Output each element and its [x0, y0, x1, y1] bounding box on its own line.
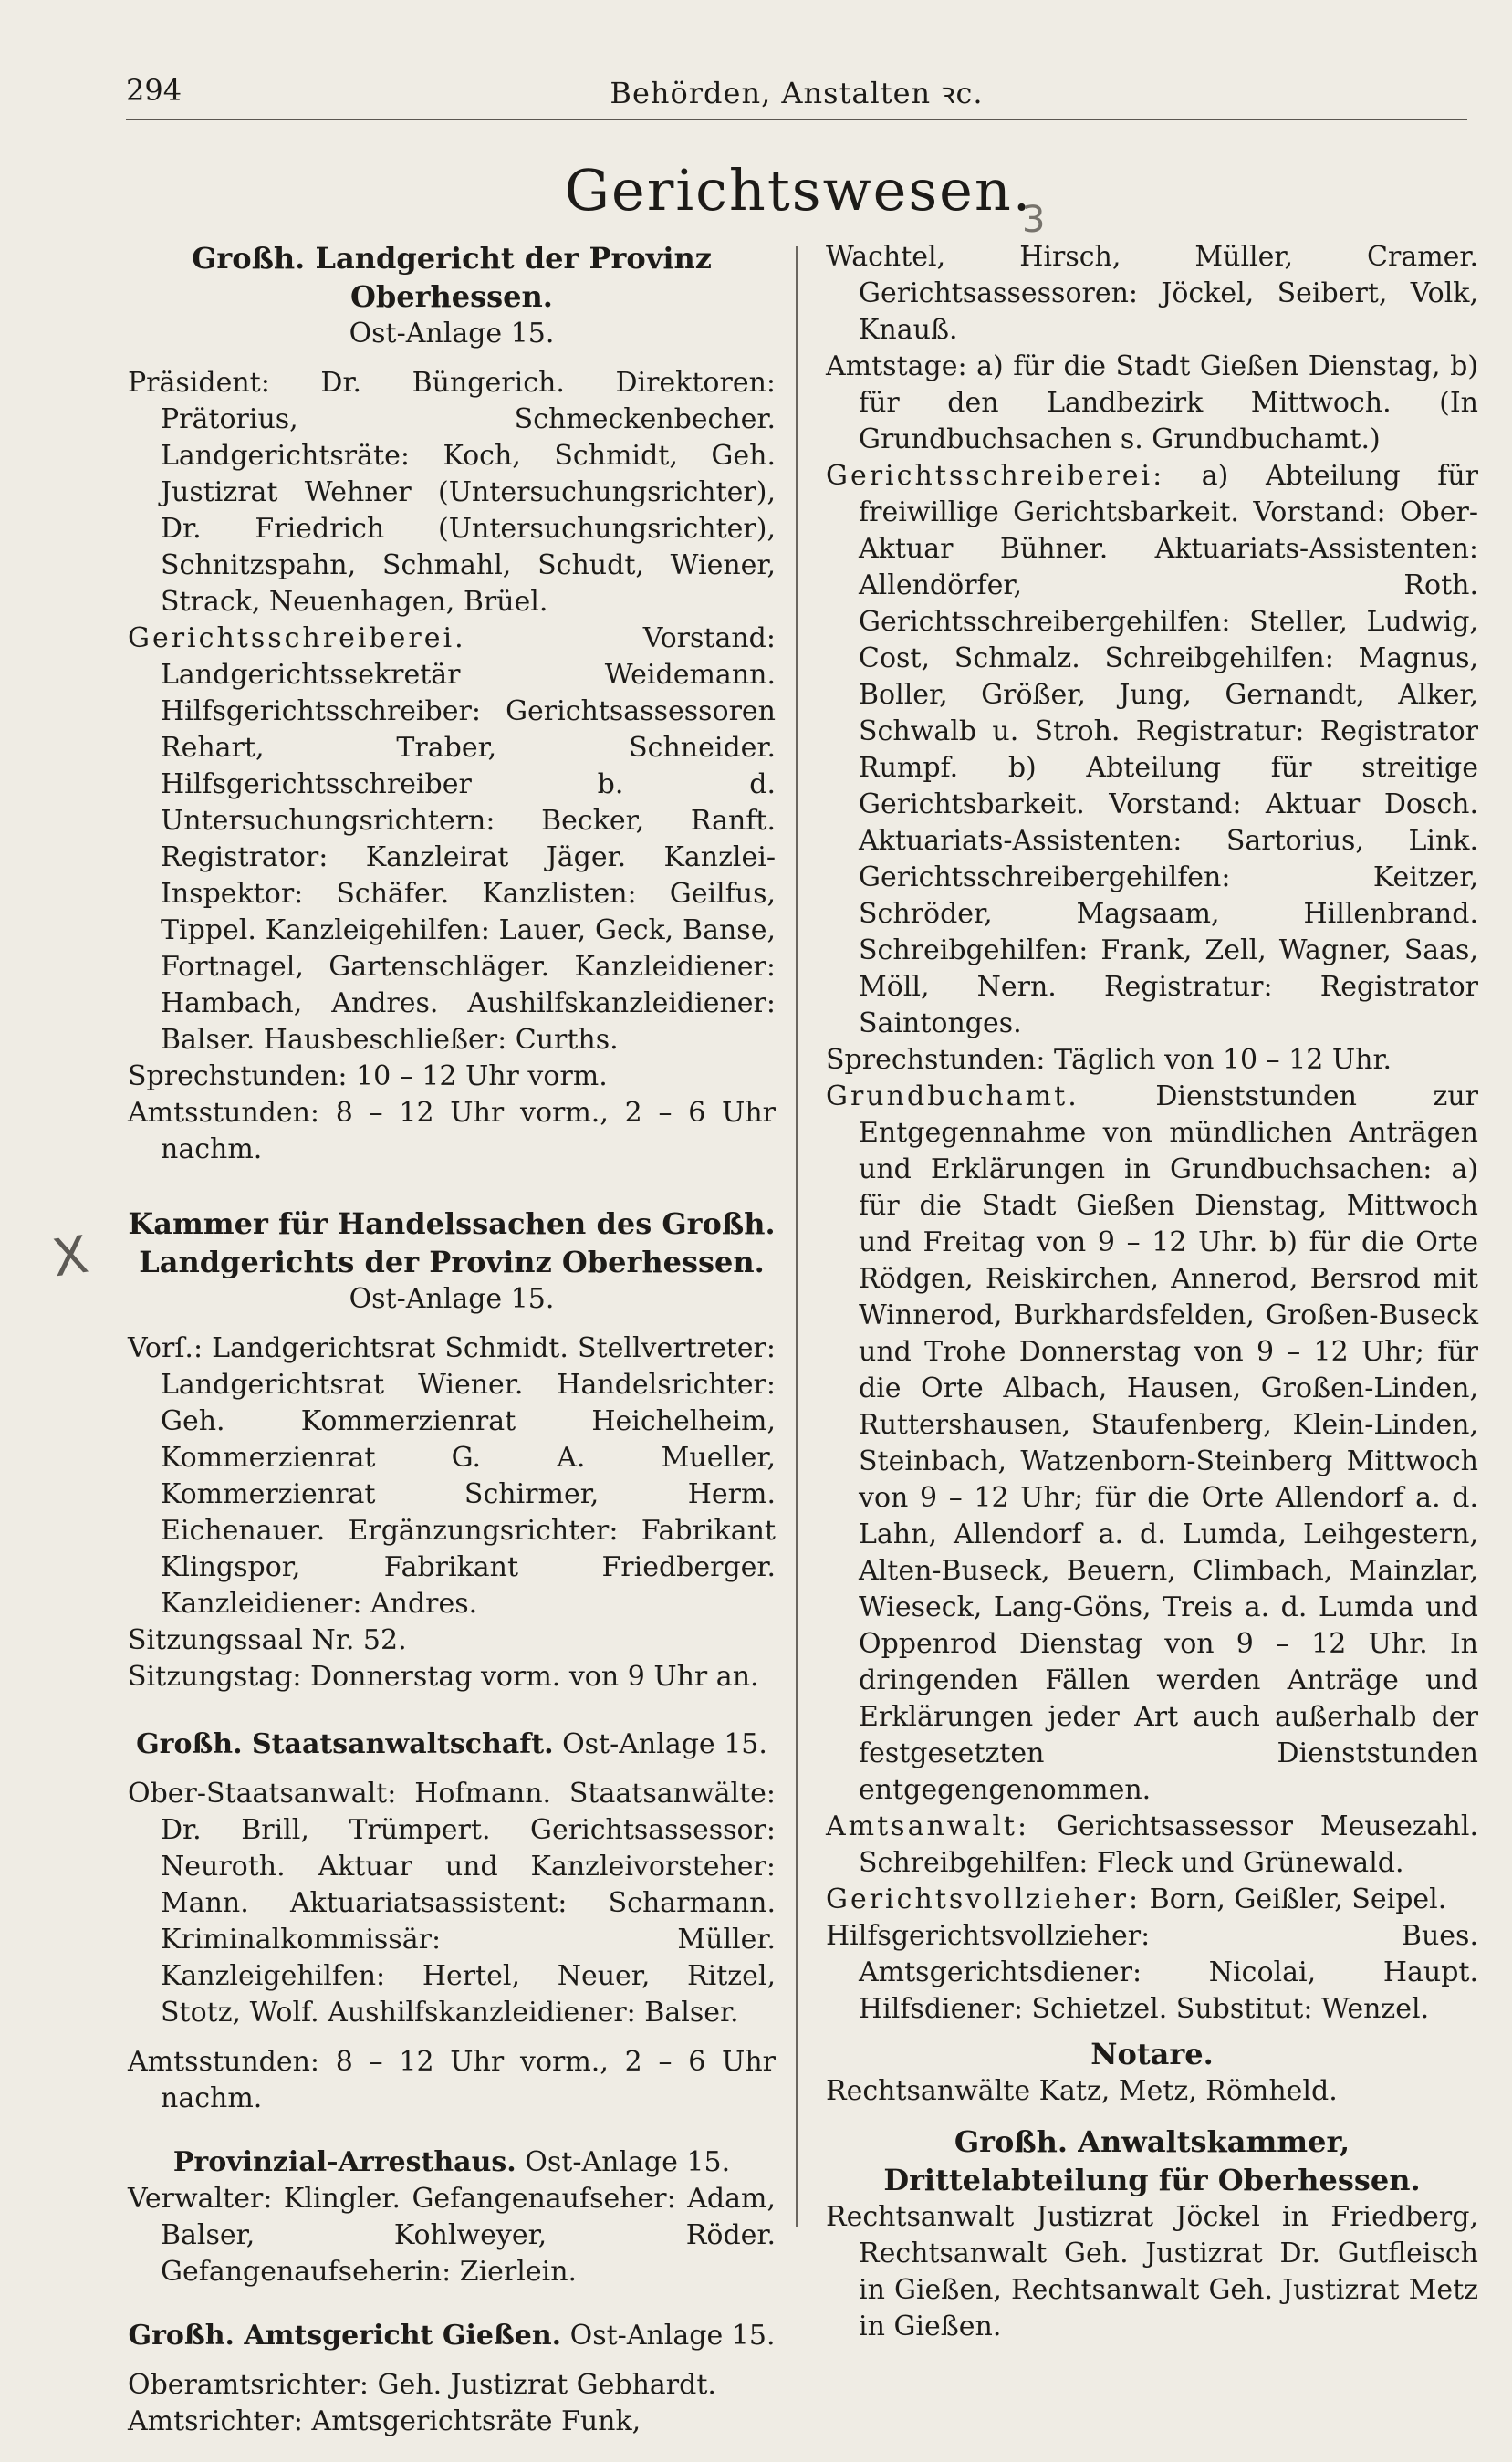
entry-amtstage: Amtstage: a) für die Stadt Gießen Dienstag, b) für den Landbezirk Mittwoch. (In Grundbuchsachen s. Grundbuchamt.): [826, 350, 1478, 455]
entry-label: Gerichtsvollzieher:: [826, 1883, 1142, 1915]
running-title: Behörden, Anstalten ꝛc.: [610, 76, 984, 110]
entry-amtsanwalt: [826, 1809, 1478, 1882]
page-header: [126, 64, 1467, 120]
entry-gerichtsschreiberei: [128, 621, 776, 1059]
page-title: Gerichtswesen.: [564, 157, 1033, 224]
entry-grundbuchamt: [826, 1079, 1478, 1809]
entry-amtsstunden: Amtsstunden: 8 – 12 Uhr vorm., 2 – 6 Uhr nachm.: [128, 1097, 776, 1165]
section-heading-line: [128, 2144, 776, 2181]
entry-text-b: b) Abteilung für streitige Gerichtsbarkeit. Vorstand: Aktuar Dosch. Aktuariats-Assistenten: Sartorius, Link. Gerichtsschreibergehilfen: Keitzer, Schröder, Magsaam, Hillenbrand. Schreibgehilfen: Frank, Zell, Wagner, Saas, Möll, Nern. Registratur: Registrator Saintonges.: [859, 752, 1478, 1039]
right-column: [826, 239, 1478, 2345]
section-arresthaus: [128, 2144, 776, 2290]
entry-text: Gerichtsassessor Meusezahl. Schreibgehilfen: Fleck und Grünewald.: [859, 1810, 1478, 1879]
entry-gerichtsvollzieher: [826, 1882, 1478, 1918]
section-heading: Großh. Staatsanwaltschaft.: [136, 1728, 554, 1760]
section-address: Ost-Anlage 15.: [553, 1728, 767, 1760]
page-number: 294: [126, 73, 182, 108]
entry-amtsstunden: Amtsstunden: 8 – 12 Uhr vorm., 2 – 6 Uhr nachm.: [128, 2046, 776, 2114]
entry-label: Gerichtsschreiberei:: [826, 460, 1165, 492]
entry-sprechstunden: Sprechstunden: Täglich von 10 – 12 Uhr.: [826, 1044, 1392, 1076]
section-heading-line: [128, 1727, 776, 1763]
section-heading-notare: Notare.: [1090, 2037, 1214, 2071]
entry-text: Dienststunden zur Entgegennahme von mündlichen Anträgen und Erklärungen in Grundbuchsachen: a) für die Stadt Gießen Dienstag, Mittwoch und Freitag von 9 – 12 Uhr. b) für die Orte Rödgen, Reiskirchen, Annerod, Bersrod mit Winnerod, Burkhardsfelden, Großen-Buseck und Trohe Donnerstag von 9 – 12 Uhr; für die Orte Albach, Hausen, Großen-Linden, Ruttershausen, Staufenberg, Klein-Linden, Steinbach, Watzenborn-Steinberg Mittwoch von 9 – 12 Uhr; für die Orte Allendorf a. d. Lahn, Allendorf a. d. Lumda, Leihgestern, Alten-Buseck, Beuern, Climbach, Mainzlar, Wieseck, Lang-Göns, Treis a. d. Lumda und Oppenrod Dienstag von 9 – 12 Uhr. In dringenden Fällen werden Anträge und Erklärungen jeder Art auch außerhalb der festgesetzten Dienststunden entgegengenommen.: [859, 1080, 1478, 1806]
section-heading-anwaltskammer: Großh. Anwaltskammer, Drittelabteilung für Oberhessen.: [883, 2124, 1421, 2197]
margin-x-mark: X: [48, 1225, 92, 1289]
section-address: Ost-Anlage 15.: [561, 2320, 776, 2352]
entry-gerichtsschreiberei: [826, 458, 1478, 1042]
entry-text: Vorstand: Landgerichtssekretär Weidemann. Hilfsgerichtsschreiber: Gerichtsassessoren Rehart, Traber, Schneider. Hilfsgerichtsschreiber b. d. Untersuchungsrichtern: Becker, Ranft. Registrator: Kanzleirat Jäger. Kanzlei-Inspektor: Schäfer. Kanzlisten: Geilfus, Tippel. Kanzleigehilfen: Lauer, Geck, Banse, Fortnagel, Gartenschläger. Kanzleidiener: Hambach, Andres. Aushilfskanzleidiener: Balser. Hausbeschließer: Curths.: [161, 622, 776, 1056]
entry-sitzungstag: Sitzungstag: Donnerstag vorm. von 9 Uhr an.: [128, 1661, 759, 1693]
section-kammer-handelssachen: [128, 1205, 776, 1695]
entry-label: Amtsanwalt:: [826, 1810, 1030, 1842]
entry-arresthaus-staff: Verwalter: Klingler. Gefangenaufseher: Adam, Balser, Kohlweyer, Röder. Gefangenaufseherin: Zierlein.: [128, 2183, 776, 2288]
section-heading: Kammer für Handelssachen des Großh. Landgerichts der Provinz Oberhessen.: [128, 1206, 776, 1279]
section-heading: Großh. Amtsgericht Gießen.: [128, 2320, 562, 2352]
section-amtsgericht: [128, 2318, 776, 2440]
entry-kammer-members: Vorſ.: Landgerichtsrat Schmidt. Stellvertreter: Landgerichtsrat Wiener. Handelsrichter: Geh. Kommerzienrat Heichelheim, Kommerzienrat G. A. Mueller, Kommerzienrat Schirmer, Herm. Eichenauer. Ergänzungsrichter: Fabrikant Klingspor, Fabrikant Friedberger. Kanzleidiener: Andres.: [128, 1332, 776, 1620]
section-address: Ost-Anlage 15.: [349, 318, 555, 349]
pencil-mark: 3: [1022, 199, 1046, 241]
entry-label: Grundbuchamt.: [826, 1080, 1079, 1112]
entry-sitzungssaal: Sitzungssaal Nr. 52.: [128, 1624, 407, 1656]
entry-amtsrichter: Amtsrichter: Amtsgerichtsräte Funk,: [128, 2405, 641, 2437]
entry-hilfsgerichtsvollzieher: Hilfsgerichtsvollzieher: Bues. Amtsgerichtsdiener: Nicolai, Haupt. Hilfsdiener: Schietzel. Substitut: Wenzel.: [826, 1920, 1478, 2025]
entry-staatsanwaltschaft-members: Ober-Staatsanwalt: Hofmann. Staatsanwälte: Dr. Brill, Trümpert. Gerichtsassessor: Neuroth. Aktuar und Kanzleivorsteher: Mann. Aktuariatsassistent: Scharmann. Kriminalkommissär: Müller. Kanzleigehilfen: Hertel, Neuer, Ritzel, Stotz, Wolf. Aushilfskanzleidiener: Balser.: [128, 1778, 776, 2029]
entry-text: Born, Geißler, Seipel.: [1141, 1883, 1447, 1915]
section-heading: Provinzial-Arresthaus.: [172, 2146, 516, 2178]
section-address: Ost-Anlage 15.: [516, 2146, 731, 2178]
entry-anwaltskammer: Rechtsanwalt Justizrat Jöckel in Friedberg, Rechtsanwalt Geh. Justizrat Dr. Gutfleisch in Gießen, Rechtsanwalt Geh. Justizrat Metz in Gießen.: [826, 2201, 1478, 2342]
entry-text-a: a) Abteilung für freiwillige Gerichtsbarkeit. Vorstand: Ober-Aktuar Bühner. Aktuariats-Assistenten: Allendörfer, Roth. Gerichtsschreibergehilfen: Steller, Ludwig, Cost, Schmalz. Schreibgehilfen: Magnus, Boller, Größer, Jung, Gernandt, Alker, Schwalb u. Stroh. Registratur: Registrator Rumpf.: [859, 460, 1478, 784]
left-column: [128, 239, 776, 2462]
section-heading-line: [128, 2318, 776, 2354]
entry-notare: Rechtsanwälte Katz, Metz, Römheld.: [826, 2075, 1338, 2107]
section-landgericht: [128, 239, 776, 1168]
column-divider: [796, 246, 798, 2227]
section-heading: Großh. Landgericht der Provinz Oberhessen.: [192, 241, 712, 314]
entry-praesident: Präsident: Dr. Büngerich. Direktoren: Prätorius, Schmeckenbecher. Landgerichtsräte: Koch, Schmidt, Geh. Justizrat Wehner (Untersuchungsrichter), Dr. Friedrich (Untersuchungsrichter), Schnitzspahn, Schmahl, Schudt, Wiener, Strack, Neuenhagen, Brüel.: [128, 367, 776, 618]
section-staatsanwaltschaft: [128, 1727, 776, 2117]
entry-sprechstunden: Sprechstunden: 10 – 12 Uhr vorm.: [128, 1060, 608, 1092]
entry-label: Gerichtsschreiberei.: [128, 622, 466, 654]
section-address: Ost-Anlage 15.: [349, 1283, 555, 1315]
entry-continuation: Wachtel, Hirsch, Müller, Cramer. Gerichtsassessoren: Jöckel, Seibert, Volk, Knauß.: [826, 241, 1478, 346]
entry-oberamtsrichter: Oberamtsrichter: Geh. Justizrat Gebhardt.: [128, 2369, 716, 2401]
